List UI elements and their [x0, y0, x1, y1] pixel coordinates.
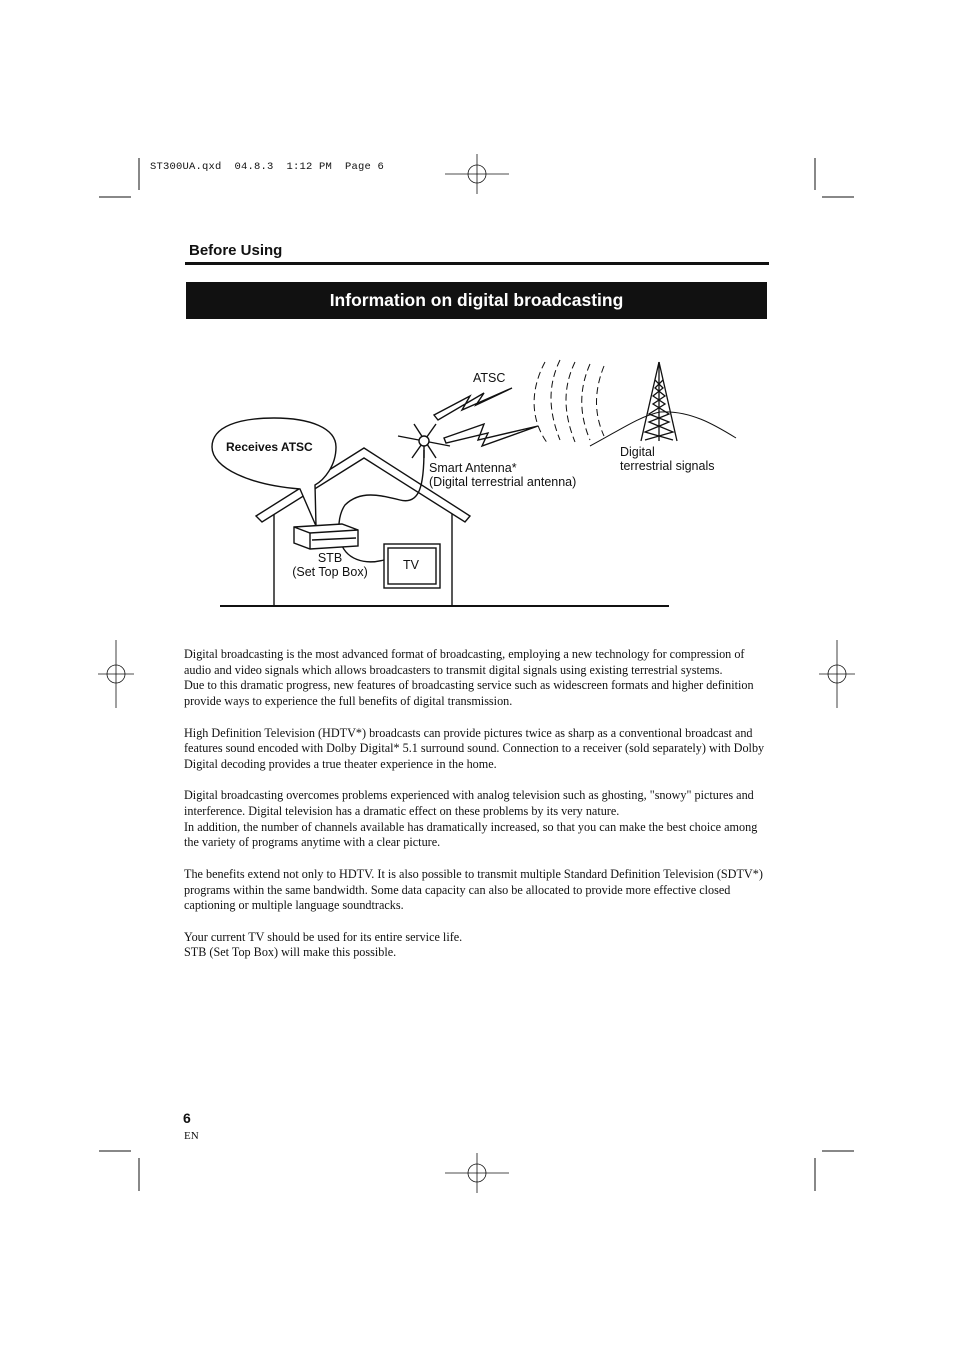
body-text	[184, 647, 774, 977]
sentence: Your current TV should be used for its entire service life.	[184, 929, 463, 944]
language-code: EN	[184, 1130, 199, 1142]
sentence: Due to this dramatic progress, new features of broadcasting service such as widescreen formats and higher definition provide ways to experience the full benefits of digital transmission.	[184, 678, 754, 709]
print-slug: ST300UA.qxd 04.8.3 1:12 PM Page 6	[150, 161, 385, 173]
sentence: Digital broadcasting is the most advanced format of broadcasting, employing a new technology for compression of audio and video signals which allows broadcasters to transmit digital signals using existing terrestrial systems.	[184, 647, 745, 677]
signals-label-line: Digital	[620, 445, 655, 459]
sentence: STB (Set Top Box) will make this possible.	[184, 945, 397, 960]
stb-label	[291, 551, 369, 579]
page-title-text: Information on digital broadcasting	[329, 290, 624, 310]
paragraph	[184, 726, 774, 773]
stb-label-line: (Set Top Box)	[292, 565, 368, 579]
atsc-signal-icon	[434, 388, 538, 446]
bubble-label: Receives ATSC	[226, 440, 313, 454]
signals-label-line: terrestrial signals	[620, 459, 715, 473]
paragraph	[184, 867, 774, 914]
antenna-label	[429, 461, 576, 489]
stb-icon	[294, 524, 358, 549]
antenna-label-line: Smart Antenna*	[429, 461, 517, 475]
transmission-tower-icon	[641, 362, 677, 441]
paragraph	[184, 788, 774, 851]
antenna-label-line: (Digital terrestrial antenna)	[429, 475, 577, 489]
stb-label-line: STB	[317, 551, 343, 565]
sentence: High Definition Television (HDTV*) broadcasts can provide pictures twice as sharp as a conventional broadcast and features sound encoded with Dolby Digital* 5.1 surround sound. Connection to a receiver (sold separately) with Dolby Digital decoding provides a true theater experience in the home.	[184, 725, 765, 771]
atsc-label: ATSC	[473, 371, 506, 385]
tv-label: TV	[403, 558, 419, 572]
signals-label	[620, 445, 714, 473]
paragraph	[184, 930, 774, 961]
paragraph	[184, 647, 774, 710]
sentence: In addition, the number of channels available has dramatically increased, so that you can make the best choice among the variety of programs anytime with a clear picture.	[184, 819, 758, 850]
sentence: The benefits extend not only to HDTV. It is also possible to transmit multiple Standard Definition Television (SDTV*) programs within the same bandwidth. Some data capacity can also be allocated to provide more effective closed captioning or multiple language soundtracks.	[184, 866, 763, 913]
page-number: 6	[183, 1110, 191, 1126]
smart-antenna-icon	[398, 424, 450, 458]
sentence: Digital broadcasting overcomes problems experienced with analog television such as ghosting, "snowy" pictures and interference. Digital television has a dramatic effect on these problems by its very nature.	[184, 788, 754, 818]
section-label: Before Using	[189, 242, 283, 259]
broadcast-waves-icon	[534, 360, 604, 444]
